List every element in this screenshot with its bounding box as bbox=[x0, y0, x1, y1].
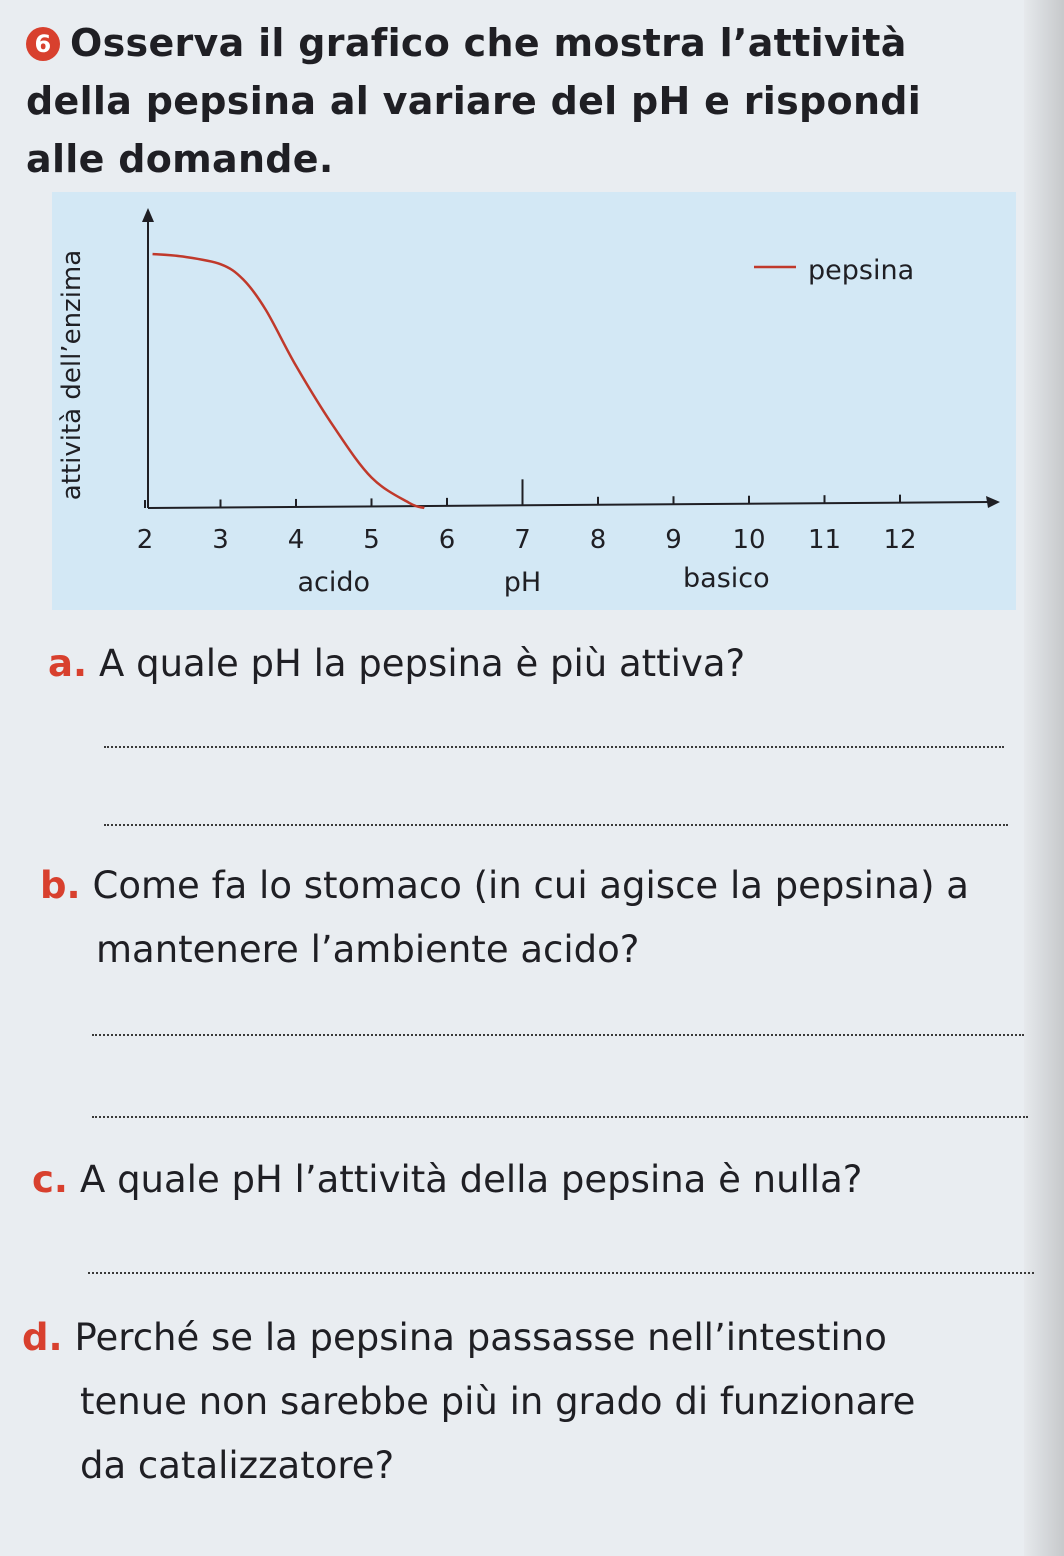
question-letter: a. bbox=[48, 642, 88, 685]
x-tick-label: 8 bbox=[589, 525, 607, 555]
exercise-header bbox=[26, 14, 946, 188]
question-text: Perché se la pepsina passasse nell’intestino bbox=[74, 1316, 887, 1359]
ph-activity-chart bbox=[52, 192, 1016, 610]
page-edge bbox=[1024, 0, 1064, 1556]
x-tick-label: 5 bbox=[363, 525, 380, 555]
question-text: Come fa lo stomaco (in cui agisce la pepsina) a bbox=[92, 864, 969, 907]
x-tick-label: 9 bbox=[665, 525, 682, 555]
x-tick-label: 6 bbox=[438, 525, 456, 555]
question-text: A quale pH la pepsina è più attiva? bbox=[99, 642, 746, 685]
question-c bbox=[32, 1148, 862, 1212]
x-tick-label: 10 bbox=[732, 525, 766, 555]
question-letter: c. bbox=[32, 1158, 68, 1201]
question-letter: d. bbox=[22, 1316, 63, 1359]
question-d bbox=[22, 1306, 915, 1498]
x-tick-label: 7 bbox=[514, 525, 531, 555]
chart-panel bbox=[52, 192, 1016, 610]
answer-line[interactable] bbox=[92, 1116, 1028, 1118]
legend-label-pepsina: pepsina bbox=[808, 255, 915, 286]
x-tick-label: 4 bbox=[287, 525, 305, 555]
y-axis-title: attività dell’enzima bbox=[57, 249, 87, 501]
answer-line[interactable] bbox=[92, 1034, 1024, 1036]
x-tick-label: 11 bbox=[807, 525, 842, 555]
x-region-label-acid: acido bbox=[297, 567, 371, 598]
x-region-label-basic: basico bbox=[683, 563, 770, 594]
exercise-number-badge: 6 bbox=[26, 27, 60, 61]
y-axis-arrow bbox=[142, 208, 154, 222]
x-axis-line bbox=[148, 502, 990, 508]
x-tick-label: 12 bbox=[883, 525, 917, 555]
question-a bbox=[48, 632, 745, 696]
answer-line[interactable] bbox=[104, 824, 1008, 826]
question-text-continuation: da catalizzatore? bbox=[80, 1444, 395, 1487]
x-axis-title: pH bbox=[503, 567, 542, 598]
answer-line[interactable] bbox=[88, 1272, 1034, 1274]
question-b bbox=[40, 854, 969, 982]
question-letter: b. bbox=[40, 864, 81, 907]
x-tick-label: 2 bbox=[136, 525, 154, 555]
question-text: A quale pH l’attività della pepsina è nulla? bbox=[80, 1158, 863, 1201]
x-axis-arrow bbox=[986, 496, 1000, 508]
answer-line[interactable] bbox=[104, 746, 1004, 748]
series-line-pepsina bbox=[153, 254, 425, 508]
exercise-instruction: Osserva il grafico che mostra l’attività della pepsina al variare del pH e rispondi alle domande. bbox=[26, 21, 922, 181]
x-tick-label: 3 bbox=[212, 525, 229, 555]
question-text-continuation: mantenere l’ambiente acido? bbox=[96, 928, 640, 971]
question-text-continuation: tenue non sarebbe più in grado di funzionare bbox=[80, 1380, 916, 1423]
